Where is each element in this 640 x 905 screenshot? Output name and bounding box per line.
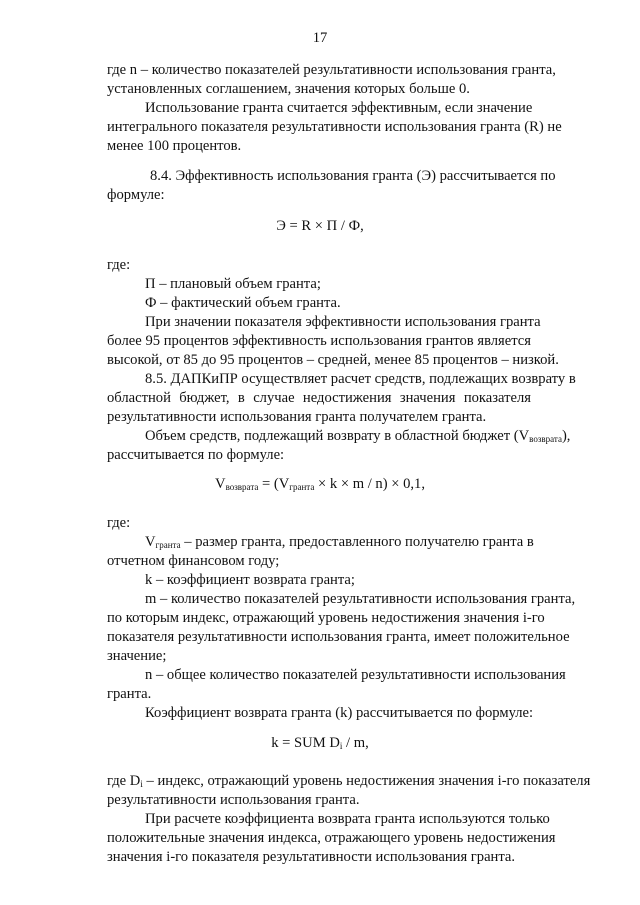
- text-line: m – количество показателей результативности использования гранта,: [145, 591, 576, 607]
- text-line: установленных соглашением, значения которых больше 0.: [107, 81, 470, 97]
- text-line: менее 100 процентов.: [107, 138, 242, 154]
- text-line: высокой, от 85 до 95 процентов – средней, менее 85 процентов – низкой.: [107, 352, 559, 368]
- text-line: гранта.: [107, 686, 152, 702]
- text-line: значение;: [107, 648, 167, 664]
- text-line: Использование гранта считается эффективным, если значение: [145, 100, 533, 116]
- text-line: отчетном финансовом году;: [107, 553, 280, 569]
- text-line: где:: [107, 257, 131, 273]
- text-line: более 95 процентов эффективность использования грантов является: [107, 333, 531, 349]
- text-line: где $D_i$ – индекс, отражающий уровень недостижения значения i-го показателя: [107, 773, 591, 789]
- text-line: положительные значения индекса, отражающего уровень недостижения: [107, 830, 556, 846]
- text-line: Объем средств, подлежащий возврату в областной бюджет $(V_{возврата})$,: [145, 428, 571, 444]
- text-line: по которым индекс, отражающий уровень недостижения значения i-го: [107, 610, 545, 626]
- text-line: При значении показателя эффективности использования гранта: [145, 314, 541, 330]
- text-line: 8.5. ДАПКиПР осуществляет расчет средств, подлежащих возврату в: [145, 371, 576, 387]
- page-number: 17: [312, 30, 328, 46]
- text-line: где:: [107, 515, 131, 531]
- text-line: формуле:: [107, 187, 165, 203]
- text-line: $V_{гранта}$ – размер гранта, предоставленного получателю гранта в: [145, 534, 534, 550]
- text-line: областной бюджет, в случае недостижения значения показателя: [107, 390, 531, 406]
- formula-refund-volume: $V_{возврата} = (V_{гранта} \times k \times m / n) \times 0,1$,: [215, 476, 425, 492]
- text-line: Ф – фактический объем гранта.: [145, 295, 341, 311]
- formula-efficiency: Э = R × П / Ф,: [276, 218, 364, 234]
- text-line: результативности использования гранта.: [107, 792, 360, 808]
- text-line: результативности использования гранта получателем гранта.: [107, 409, 487, 425]
- formula-refund-coefficient: k = SUM $D_i$ / m,: [271, 735, 369, 751]
- text-line: интегрального показателя результативности использования гранта (R) не: [107, 119, 562, 135]
- text-line: где n – количество показателей результативности использования гранта,: [107, 62, 556, 78]
- text-line: При расчете коэффициента возврата гранта используются только: [145, 811, 550, 827]
- text-line: значения i-го показателя результативности использования гранта.: [107, 849, 516, 865]
- text-line: 8.4. Эффективность использования гранта (Э) рассчитывается по: [150, 168, 556, 184]
- text-line: Коэффициент возврата гранта (k) рассчитывается по формуле:: [145, 705, 534, 721]
- text-line: k – коэффициент возврата гранта;: [145, 572, 355, 588]
- text-line: n – общее количество показателей результативности использования: [145, 667, 566, 683]
- text-line: П – плановый объем гранта;: [145, 276, 321, 292]
- text-line: рассчитывается по формуле:: [107, 447, 285, 463]
- text-line: показателя результативности использования гранта, имеет положительное: [107, 629, 570, 645]
